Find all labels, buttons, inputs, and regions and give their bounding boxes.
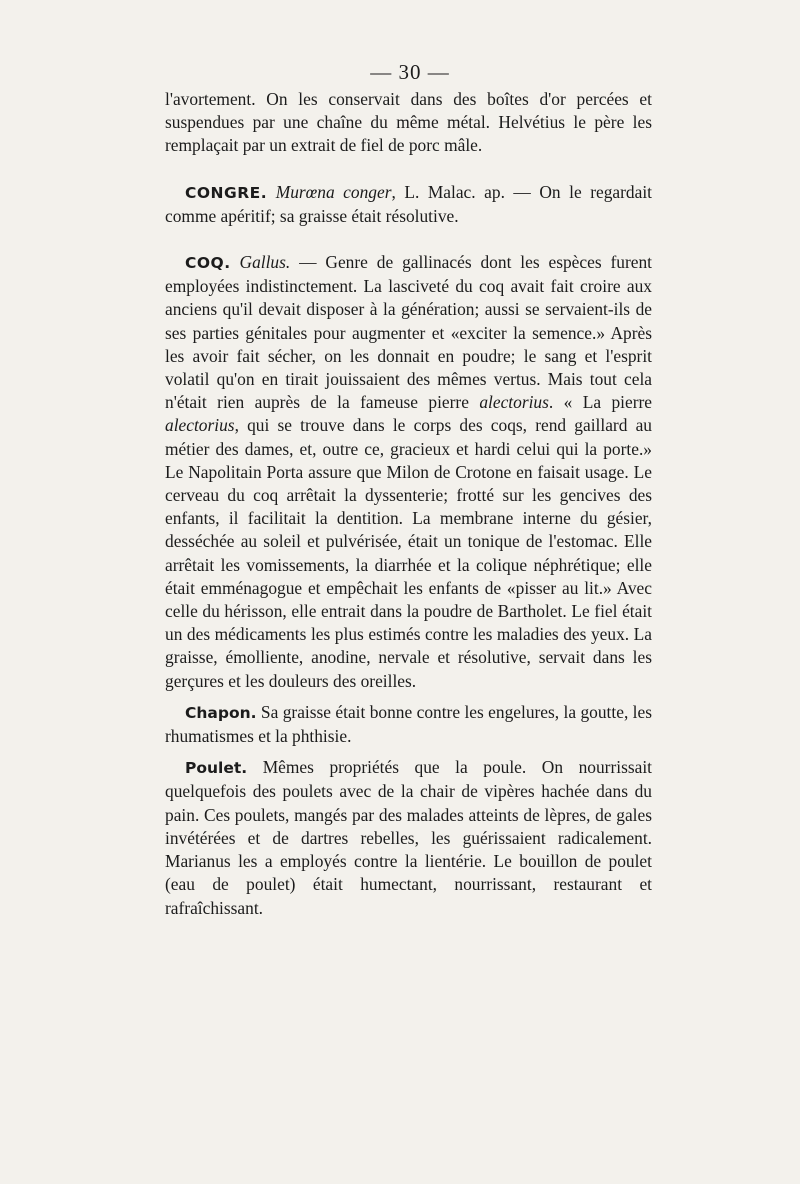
entry-congre xyxy=(165,181,652,228)
entry-text: — Genre de gallinacés dont les espèces furent employées indistinctement. La lasciveté du coq avait fait croire aux anciens qu'il devait disposer à la génération; aussi se servaient-ils de ses parties génitales pour augmenter et «exciter la semence.» Après les avoir fait sécher, on les donnait en poudre; le sang et l'esprit volatil qu'on en tirait jouissaient des mêmes vertus. Mais tout cela n'était rien auprès de la fameuse pierre xyxy=(165,252,652,413)
entry-term: Chapon. xyxy=(185,703,257,722)
entry-coq xyxy=(165,251,652,693)
italic-term: alectorius xyxy=(479,392,549,413)
entry-term: COQ. xyxy=(185,254,231,273)
entry-text: Mêmes propriétés que la poule. On nourrissait quelquefois des poulets avec de la chair de vipères hachée dans du pain. Ces poulets, mangés par des malades atteints de lèpres, de gales invétérées et de dartres rebelles, les guérissaient radicalement. Marianus les a employés contre la lientérie. Le bouillon de poulet (eau de poulet) était humectant, nourrissant, restaurant et rafraîchissant. xyxy=(165,757,652,918)
entry-term: CONGRE. xyxy=(185,183,268,202)
entry-text: , qui se trouve dans le corps des coqs, rend gaillard au métier des dames, et, outre ce, gracieux et hardi celui qui la porte.» Le Napolitain Porta assure que Milon de Crotone en faisait usage. Le cerveau du coq arrêtait la dyssenterie; frotté sur les gencives des enfants, il facilitait la dentition. La membrane interne du gésier, desséchée au soleil et pulvérisée, était un tonique de l'estomac. Elle arrêtait les vomissements, la diarrhée et la colique néphrétique; elle était emménagogue et empêchait les enfants de «pisser au lit.» Avec celle du hérisson, elle entrait dans la poudre de Bartholet. Le fiel était un des médicaments les plus estimés contre les maladies des yeux. La graisse, émolliente, anodine, nervale et résolutive, servait dans les gerçures et les douleurs des oreilles. xyxy=(165,415,652,691)
page-body xyxy=(165,88,652,920)
entry-term: Poulet. xyxy=(185,759,248,778)
entry-poulet xyxy=(165,756,652,919)
latin-name: Gallus. xyxy=(239,252,291,273)
entry-text: Sa graisse était bonne contre les engelures, la goutte, les rhumatismes et la phthisie. xyxy=(165,701,652,747)
continuation-paragraph: l'avortement. On les conservait dans des boîtes d'or percées et suspendues par une chaîne du même métal. Helvétius le père les remplaçait par un extrait de fiel de porc mâle. xyxy=(165,89,652,156)
entry-text: . « La pierre xyxy=(548,392,652,413)
italic-term: alectorius xyxy=(165,415,235,436)
latin-name: Murœna conger xyxy=(275,181,392,202)
page-number: — 30 — xyxy=(370,60,450,84)
entry-text: , L. Malac. ap. — On le regardait comme apéritif; sa graisse était résolutive. xyxy=(165,181,652,226)
entry-chapon xyxy=(165,701,652,748)
